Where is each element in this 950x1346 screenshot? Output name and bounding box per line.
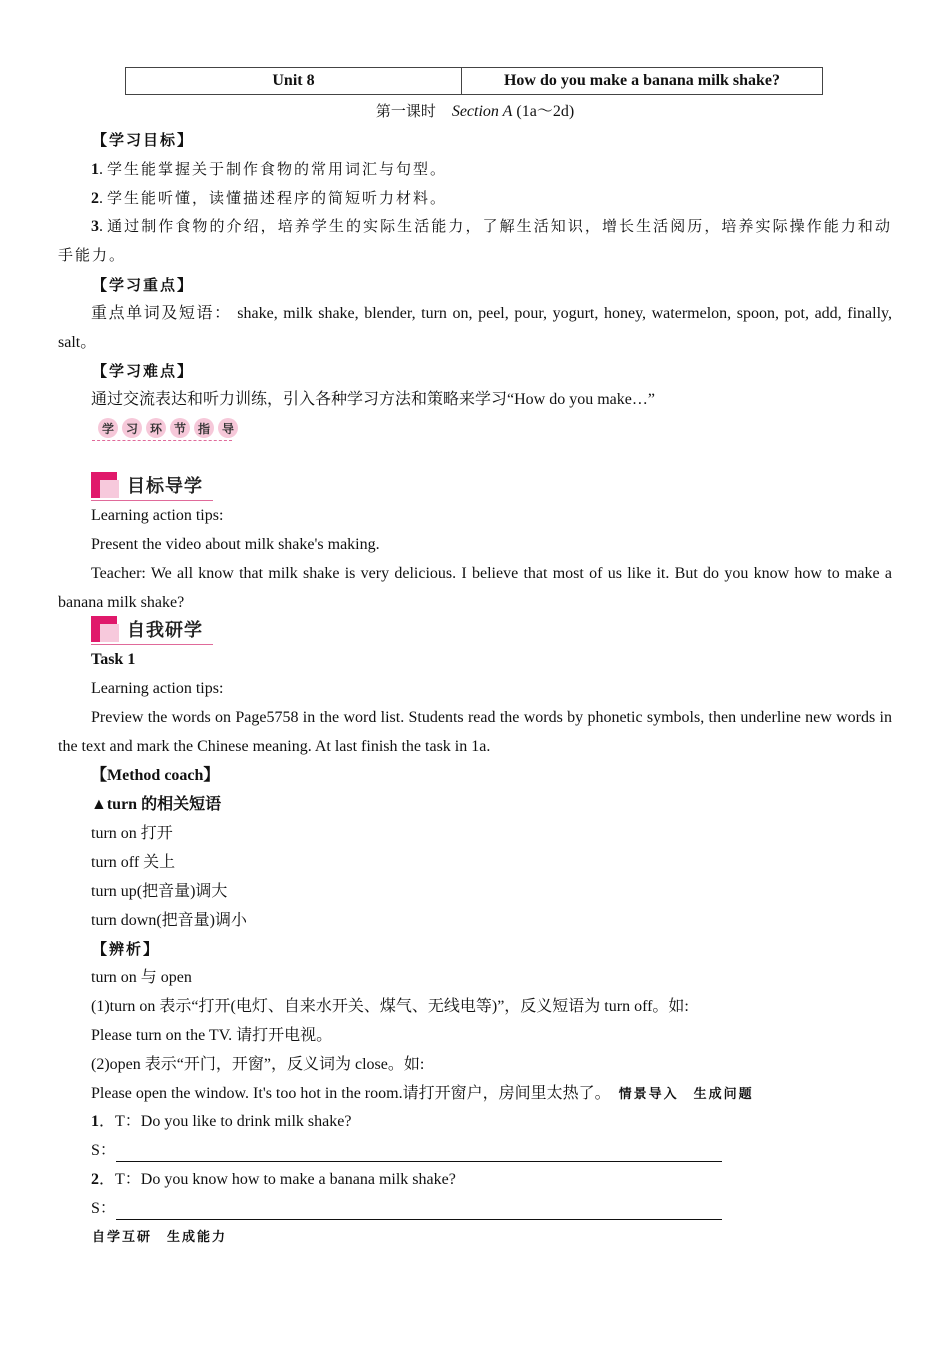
section-marker-inner: [100, 624, 119, 642]
analysis-heading: 【辨析】: [92, 940, 161, 958]
question-2-text: T：Do you know how to make a banana milk shake?: [115, 1171, 456, 1188]
turn-on-explanation: (1)turn on 表示“打开(电灯、自来水开关、煤气、无线电等)”，反义短语为 turn off。如:: [91, 998, 689, 1015]
answer-1-blank[interactable]: [116, 1145, 722, 1162]
phrase-item: turn on 打开: [91, 825, 173, 842]
lesson-subtitle: [0, 100, 950, 123]
objective-2-num: 2: [91, 190, 99, 207]
objective-2: 2. 学生能听懂，读懂描述程序的简短听力材料。: [91, 189, 448, 207]
phrase-item: turn off 关上: [91, 854, 176, 871]
task-1-label: Task 1: [91, 651, 136, 668]
tips-label-1: Learning action tips:: [91, 507, 224, 524]
answer-1-row: [91, 1140, 892, 1162]
unit-label: Unit 8: [126, 68, 462, 94]
compare-line: turn on 与 open: [91, 969, 192, 986]
difficulties-heading: 【学习难点】: [92, 362, 195, 380]
objective-1: 1. 学生能掌握关于制作食物的常用词汇与句型。: [91, 160, 448, 178]
objective-3: 3. 通过制作食物的介绍，培养学生的实际生活能力，了解生活知识，增长生活阅历，培养实际操作能力和动手能力。: [58, 217, 893, 264]
objective-2-text: 学生能听懂，读懂描述程序的简短听力材料。: [107, 189, 448, 207]
section-title-self-study: 自我研学: [127, 620, 203, 641]
present-video-line: Present the video about milk shake's making.: [91, 536, 380, 553]
difficulties-text: 通过交流表达和听力训练，引入各种学习方法和策略来学习“How do you make…”: [91, 391, 655, 408]
objective-1-num: 1: [91, 161, 99, 178]
key-points-text: 重点单词及短语： shake, milk shake, blender, turn on, peel, pour, yogurt, honey, watermelon, spoon, pot, add, finally, salt。: [58, 305, 892, 351]
open-explanation: (2)open 表示“开门，开窗”，反义词为 close。如:: [91, 1056, 425, 1073]
method-coach-heading: 【Method coach】: [91, 767, 220, 784]
guide-chip: 指: [194, 418, 214, 438]
turn-phrases-heading: ▲turn 的相关短语: [91, 796, 222, 813]
key-points-heading: 【学习重点】: [92, 276, 195, 294]
answer-1-label: S：: [91, 1142, 116, 1159]
objective-1-text: 学生能掌握关于制作食物的常用词汇与句型。: [107, 160, 448, 178]
section-banner-self-study: [91, 614, 213, 645]
study-guide-tag: [92, 416, 232, 441]
open-example: Please open the window. It's too hot in the room.请打开窗户，房间里太热了。: [91, 1085, 611, 1102]
teacher-intro: Teacher: We all know that milk shake is very delicious. I believe that most of us like it. But do you know how to make a banana milk shake?: [58, 565, 892, 611]
open-example-line: [91, 1083, 892, 1106]
objectives-heading: 【学习目标】: [92, 131, 195, 149]
lesson-range: (1a～2d): [516, 103, 575, 120]
tips-label-2: Learning action tips:: [91, 680, 224, 697]
preview-instruction: Preview the words on Page5758 in the word list. Students read the words by phonetic symbols, then underline new words in the text and mark the Chinese meaning. At last finish the task in 1a.: [58, 709, 892, 755]
guide-chip: 环: [146, 418, 166, 438]
answer-2-blank[interactable]: [116, 1203, 722, 1220]
question-1-text: T：Do you like to drink milk shake?: [115, 1113, 352, 1130]
lesson-section: Section A: [451, 103, 513, 120]
question-2-num: 2: [91, 1171, 99, 1188]
objective-3-text: 通过制作食物的介绍，培养学生的实际生活能力，了解生活知识，增长生活阅历，培养实际操作能力和动手能力。: [58, 217, 893, 264]
answer-2-row: [91, 1198, 892, 1220]
guide-chip: 导: [218, 418, 238, 438]
guide-chip: 习: [122, 418, 142, 438]
scenario-side-tag: 情景导入 生成问题: [618, 1087, 754, 1102]
self-study-footer-tag: 自学互研 生成能力: [92, 1230, 228, 1245]
answer-2-label: S：: [91, 1200, 116, 1217]
section-title-goals: 目标导学: [127, 476, 203, 497]
phrase-item: turn up(把音量)调大: [91, 883, 228, 900]
question-1-num: 1: [91, 1113, 99, 1130]
unit-header-table: [125, 67, 823, 95]
objective-3-num: 3: [91, 218, 99, 235]
question-2: 2．T：Do you know how to make a banana milk shake?: [91, 1171, 456, 1188]
phrase-item: turn down(把音量)调小: [91, 912, 247, 929]
question-1: 1．T：Do you like to drink milk shake?: [91, 1113, 352, 1130]
section-banner-goals: [91, 470, 213, 501]
lesson-period: 第一课时: [375, 102, 436, 120]
section-marker-inner: [100, 480, 119, 498]
unit-title: How do you make a banana milk shake?: [503, 72, 781, 89]
guide-chip: 学: [98, 418, 118, 438]
guide-chip: 节: [170, 418, 190, 438]
turn-on-example: Please turn on the TV. 请打开电视。: [91, 1027, 333, 1044]
